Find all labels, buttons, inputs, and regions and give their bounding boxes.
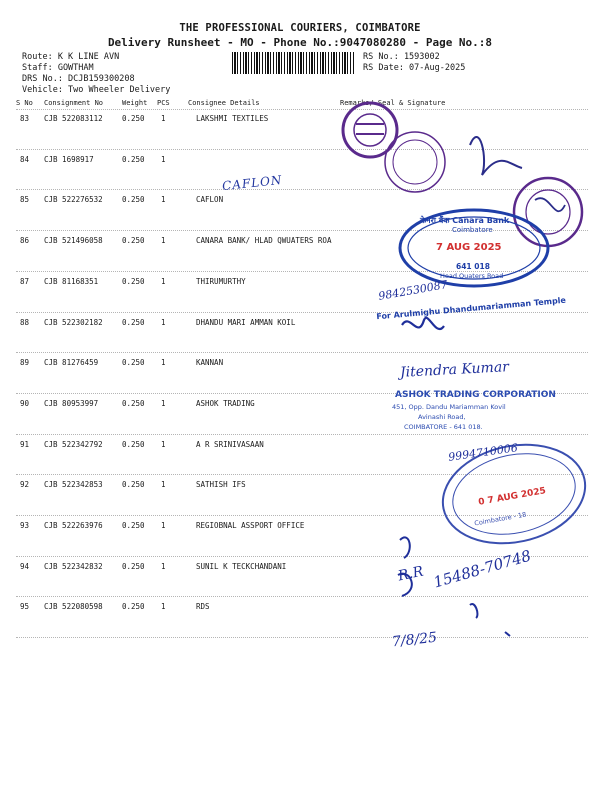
row-weight: 0.250 [122,439,145,449]
row-pcs: 1 [161,276,166,286]
row-pcs: 1 [161,114,166,123]
drs-number: DRS No.: DCJB159300208 [22,74,135,84]
row-sno: 94 [20,561,30,571]
row-sno: 92 [20,480,30,490]
row-pcs: 1 [161,521,166,530]
handwritten-name: Jitendra Kumar [399,359,510,381]
passport-stamp-date: 0 7 AUG 2025 [477,486,547,508]
row-sno: 91 [20,439,30,449]
row-pcs: 1 [161,195,166,205]
company-title: THE PROFESSIONAL COURIERS, COIMBATORE [179,22,421,34]
handwritten-date: 7/8/25 [391,629,438,651]
row-pcs: 1 [161,398,166,408]
row-consignee: A R SRINIVASAAN [196,439,264,449]
row-sno: 93 [20,521,30,530]
vehicle-label: Vehicle: Two Wheeler Delivery [22,85,171,95]
row-weight: 0.250 [122,398,145,408]
rs-date: RS Date: 07-Aug-2025 [363,63,466,73]
row-weight: 0.250 [122,236,145,246]
row-pcs: 1 [161,439,166,449]
row-weight: 0.250 [122,195,145,205]
row-consignment-no: CJB 522083112 [44,114,103,123]
row-pcs: 1 [161,561,166,571]
row-sno: 88 [20,317,30,327]
row-consignment-no: CJB 80953997 [44,398,99,408]
col-header-weight: Weight [122,99,148,107]
row-consignment-no: CJB 522276532 [44,195,103,205]
route-label: Route: K K LINE AVN [22,52,120,62]
purple-seal-stamp [343,103,397,157]
handwritten-rr: R.R [396,563,425,585]
rs-number: RS No.: 1593002 [363,52,440,62]
canara-stamp-line3: Head Quaters Road [440,272,504,280]
row-pcs: 1 [161,602,166,612]
row-weight: 0.250 [122,480,145,490]
purple-seal-stamp-2 [385,132,445,192]
row-weight: 0.250 [122,154,145,164]
ashok-stamp-line3: Avinashi Road, [418,413,466,421]
col-header-sno: S No [16,99,33,107]
canara-stamp-line1: केनरा बैंक Canara Bank [420,216,510,225]
row-sno: 89 [20,358,30,368]
row-consignee: DHANDU MARI AMMAN KOIL [196,317,296,327]
row-consignment-no: CJB 522342832 [44,561,103,571]
row-pcs: 1 [161,236,166,246]
row-consignee: RDS [196,602,210,612]
row-pcs: 1 [161,317,166,327]
row-sno: 83 [20,114,30,123]
canara-stamp-code: 641 018 [456,262,490,271]
row-sno: 87 [20,276,30,286]
row-weight: 0.250 [122,317,145,327]
row-weight: 0.250 [122,521,145,530]
handwritten-tracking: 15488-70748 [431,546,534,592]
ashok-stamp-line2: 451, Opp. Dandu Mariamman Kovil [392,403,506,411]
row-consignment-no: CJB 522080598 [44,602,103,612]
row-pcs: 1 [161,154,166,164]
row-consignee: SATHISH IFS [196,480,246,490]
row-consignee: CANARA BANK/ HLAD QWUATERS ROA [196,236,332,246]
staff-label: Staff: GOWTHAM [22,63,94,73]
col-header-pcs: PCS [157,99,170,107]
row-sno: 85 [20,195,30,205]
row-consignee: SUNIL K TECKCHANDANI [196,561,287,571]
ashok-stamp-line4: COIMBATORE - 641 018. [404,423,483,431]
signature-dash [470,604,510,636]
row-weight: 0.250 [122,561,145,571]
row-consignee: KANNAN [196,358,224,368]
row-sno: 86 [20,236,30,246]
col-header-consignment: Consignment No [44,99,104,107]
row-sno: 84 [20,154,30,164]
row-weight: 0.250 [122,602,145,612]
row-consignment-no: CJB 522263976 [44,521,103,530]
passport-stamp-line: Coimbatore - 18 [473,510,527,528]
row-consignee: CAFLON [196,195,224,205]
canara-stamp-line2: Coimbatore [452,226,493,234]
row-consignee: LAKSHMI TEXTILES [196,114,269,123]
row-pcs: 1 [161,480,166,490]
handwritten-phone-2: 9994710006 [447,441,519,464]
ashok-stamp-line1: ASHOK TRADING CORPORATION [395,390,556,400]
canara-stamp-date: 7 AUG 2025 [436,242,502,253]
row-consignee: THIRUMURTHY [196,276,246,286]
row-consignee: ASHOK TRADING [196,398,255,408]
row-consignment-no: CJB 81168351 [44,276,99,286]
temple-stamp: For Arulmighu Dhandumariamman Temple [375,295,567,322]
row-weight: 0.250 [122,358,145,368]
row-consignment-no: CJB 521496058 [44,236,103,246]
row-consignee: REGIOBNAL ASSPORT OFFICE [196,521,305,530]
signature-row-84 [470,137,522,175]
row-sno: 90 [20,398,30,408]
col-header-remarks: Remarks/ Seal & Signature [340,99,446,107]
row-sno: 95 [20,602,30,612]
col-header-consignee: Consignee Details [188,99,260,107]
handwritten-caflon: CAFLON [221,172,284,194]
row-pcs: 1 [161,358,166,368]
row-consignment-no: CJB 522342792 [44,439,103,449]
caflon-seal-stamp [514,178,582,246]
row-consignment-no: CJB 522342853 [44,480,103,490]
signature-row-89 [402,318,444,329]
runsheet-subtitle: Delivery Runsheet - MO - Phone No.:9047080280 - Page No.:8 [107,36,493,49]
row-weight: 0.250 [122,276,145,286]
row-consignment-no: CJB 81276459 [44,358,99,368]
row-consignment-no: CJB 1698917 [44,154,94,164]
handwritten-phone-1: 9842530087 [377,278,449,303]
row-consignment-no: CJB 522302182 [44,317,103,327]
row-weight: 0.250 [122,114,145,123]
